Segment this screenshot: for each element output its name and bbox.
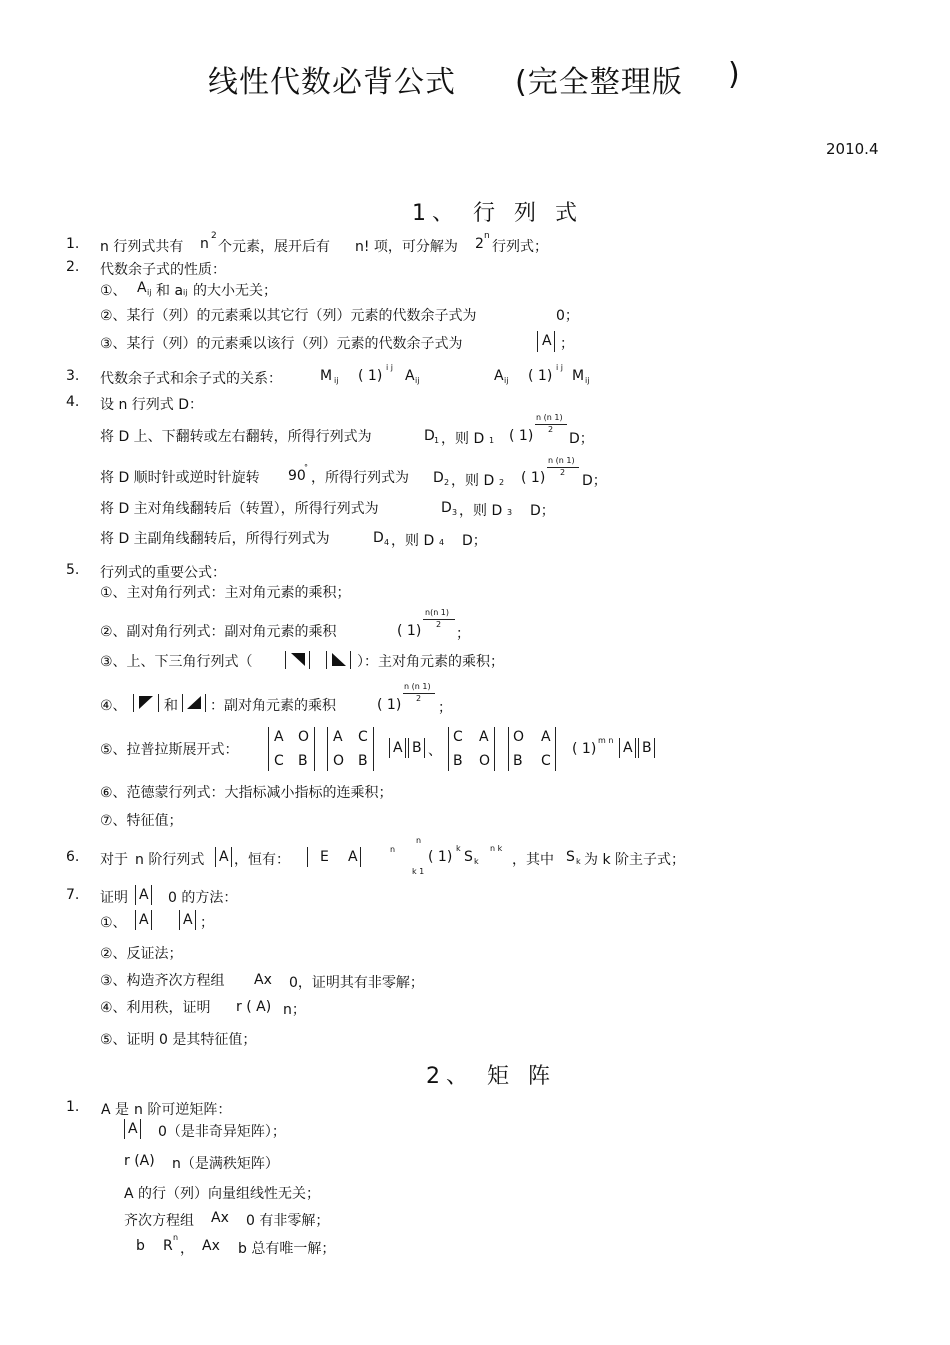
doc-title-paren-close: ): [728, 57, 741, 92]
text: 对于: [100, 852, 128, 868]
det-bar: [654, 738, 655, 758]
item-number: 2.: [66, 259, 80, 275]
det-bar: [135, 885, 136, 905]
text: 行列式；: [492, 239, 548, 255]
text: ，: [180, 1241, 194, 1257]
text: 齐次方程组: [124, 1213, 194, 1229]
text: D；: [569, 431, 594, 447]
text: 将 D 顺时针或逆时针旋转: [100, 470, 260, 486]
exponent-denominator: 2: [416, 694, 422, 703]
text: ⑦、特征值；: [100, 813, 183, 829]
text: ( 1): [509, 428, 534, 444]
det-bar: [619, 738, 620, 758]
det-bar: [179, 910, 180, 930]
text: ，则 D: [441, 431, 485, 447]
matrix-entry: O: [513, 729, 525, 745]
det-bar: [405, 738, 406, 758]
matrix-entry: C: [453, 729, 463, 745]
text: n 阶可逆矩阵：: [134, 1102, 232, 1118]
text: ( 1): [397, 623, 422, 639]
subscript: ij: [415, 376, 420, 385]
text: A: [139, 912, 149, 928]
subscript: 2: [444, 478, 450, 487]
doc-title-paren: (完全整理版: [515, 65, 683, 100]
anti-upper-triangle-icon: [139, 696, 153, 709]
subscript: k: [474, 857, 479, 866]
section-heading-matrix: 2、 矩 阵: [426, 1064, 556, 1089]
item-number: 3.: [66, 368, 80, 384]
det-bar: [326, 651, 327, 669]
section-heading-determinant: 1、 行 列 式: [412, 201, 583, 226]
text: ：副对角元素的乘积: [210, 698, 336, 714]
text: 为 k 阶主子式；: [584, 852, 686, 868]
text: ）：主对角元素的乘积；: [357, 654, 504, 670]
det-bar: [448, 727, 449, 771]
matrix-entry: O: [479, 753, 491, 769]
text: 将 D 主副角线翻转后，所得行列式为: [100, 531, 330, 547]
anti-lower-triangle-icon: [187, 696, 201, 709]
item-number: 1.: [66, 236, 80, 252]
subscript: ij: [183, 288, 188, 297]
subscript: 3: [452, 508, 458, 517]
det-bar: [373, 727, 374, 771]
text: R: [163, 1238, 173, 1254]
text: ( 1): [377, 697, 402, 713]
text: D；: [582, 473, 607, 489]
text: A: [128, 1121, 138, 1137]
det-bar: [508, 727, 509, 771]
det-bar: [195, 910, 196, 930]
lower-triangle-icon: [332, 653, 346, 666]
matrix-entry: B: [358, 753, 368, 769]
degree-mark: °: [304, 463, 308, 472]
superscript: i j: [556, 363, 563, 372]
matrix-entry: B: [298, 753, 308, 769]
text: M: [572, 368, 585, 384]
sum-upper: n: [416, 836, 422, 845]
matrix-entry: C: [358, 729, 368, 745]
text: ，其中: [512, 852, 554, 868]
superscript: 2: [211, 231, 217, 241]
text: ；: [456, 626, 470, 642]
text: E: [320, 849, 329, 865]
text: A: [542, 333, 552, 349]
text: ，恒有：: [234, 852, 290, 868]
det-bar: [151, 885, 152, 905]
exponent-numerator: n (n 1): [404, 682, 431, 691]
det-bar: [314, 727, 315, 771]
text: ⑤、拉普拉斯展开式：: [100, 742, 239, 758]
det-bar: [231, 847, 232, 867]
text: ④、: [100, 698, 127, 714]
matrix-entry: C: [274, 753, 284, 769]
text: ①、主对角行列式：主对角元素的乘积；: [100, 585, 351, 601]
text: r ( A): [236, 999, 272, 1015]
text: A 的行（列）向量组线性无关；: [124, 1186, 321, 1202]
text: ( 1): [428, 849, 453, 865]
superscript: m n: [598, 736, 614, 745]
item-number: 4.: [66, 394, 80, 410]
matrix-entry: A: [274, 729, 284, 745]
text: 代数余子式的性质：: [100, 262, 226, 278]
text: M: [320, 368, 333, 384]
det-bar: [215, 847, 216, 867]
det-bar: [133, 694, 134, 712]
exponent-numerator: n (n 1): [536, 413, 563, 422]
text: n! 项，可分解为: [355, 239, 458, 255]
text: 0；: [556, 308, 579, 324]
matrix-entry: C: [541, 753, 551, 769]
det-bar: [360, 847, 361, 867]
text: A: [348, 849, 358, 865]
superscript: n: [390, 845, 396, 854]
exponent-denominator: 2: [548, 425, 554, 434]
text: 和: [164, 698, 178, 714]
text: ③、某行（列）的元素乘以该行（列）元素的代数余子式为: [100, 336, 463, 352]
det-bar: [124, 1119, 125, 1139]
text: 和 a: [156, 283, 184, 299]
det-bar: [182, 694, 183, 712]
matrix-entry: B: [513, 753, 523, 769]
exponent-numerator: n(n 1): [425, 608, 450, 617]
matrix-entry: B: [453, 753, 463, 769]
text: 、: [428, 743, 442, 759]
matrix-entry: A: [333, 729, 343, 745]
text: b 总有唯一解；: [238, 1241, 336, 1257]
subscript: k: [576, 857, 581, 866]
text: D: [373, 530, 384, 546]
text: ；: [200, 915, 214, 931]
text: ( 1): [521, 470, 546, 486]
subscript: ij: [585, 376, 590, 385]
text: 个元素，展开后有: [218, 239, 330, 255]
upper-triangle-icon: [291, 653, 305, 666]
superscript: n: [484, 231, 490, 241]
det-bar: [268, 727, 269, 771]
doc-date: 2010.4: [826, 140, 879, 158]
det-bar: [494, 727, 495, 771]
matrix-entry: A: [479, 729, 489, 745]
subscript: 4: [384, 538, 390, 547]
text: ⑤、证明 0 是其特征值；: [100, 1032, 257, 1048]
text: A: [183, 912, 193, 928]
text: ，则 D: [459, 503, 503, 519]
item-number: 7.: [66, 887, 80, 903]
text: 证明: [100, 890, 128, 906]
text: S: [464, 849, 473, 865]
det-bar: [135, 910, 136, 930]
subscript: 2: [499, 478, 505, 487]
superscript: n: [173, 1233, 179, 1242]
det-bar: [151, 910, 152, 930]
text: ①、: [100, 283, 127, 299]
text: 2: [475, 236, 484, 252]
text: ②、某行（列）的元素乘以其它行（列）元素的代数余子式为: [100, 308, 477, 324]
text: A: [139, 887, 149, 903]
text: n 阶行列式: [135, 852, 205, 868]
text: A: [393, 740, 403, 756]
text: B: [412, 740, 422, 756]
text: Ax: [211, 1210, 229, 1226]
subscript: ij: [334, 376, 339, 385]
text: D: [441, 500, 452, 516]
text: r (A): [124, 1153, 155, 1169]
text: ；: [438, 700, 452, 716]
text: 的大小无关；: [193, 283, 277, 299]
matrix-entry: A: [541, 729, 551, 745]
det-bar: [350, 651, 351, 669]
item-number: 1.: [66, 1099, 80, 1115]
subscript: ij: [147, 288, 152, 297]
text: A: [405, 368, 415, 384]
det-bar: [635, 738, 636, 758]
det-bar: [408, 738, 409, 758]
text: 行列式的重要公式：: [100, 565, 226, 581]
exponent-denominator: 2: [436, 620, 442, 629]
subscript: 3: [507, 508, 513, 517]
superscript: k: [456, 844, 461, 853]
text: 0 的方法：: [168, 890, 238, 906]
text: ( 1): [528, 368, 553, 384]
text: D；: [462, 533, 487, 549]
text: ①、: [100, 915, 127, 931]
matrix-entry: O: [298, 729, 310, 745]
det-bar: [554, 331, 555, 352]
text: 代数余子式和余子式的关系：: [100, 371, 282, 387]
text: ③、上、下三角行列式（: [100, 654, 253, 670]
text: ( 1): [572, 741, 597, 757]
text: n 行列式共有: [100, 239, 184, 255]
det-bar: [205, 694, 206, 712]
text: ②、副对角行列式：副对角元素的乘积: [100, 624, 337, 640]
text: 0 有非零解；: [246, 1213, 330, 1229]
exponent-denominator: 2: [560, 468, 566, 477]
text: ②、反证法；: [100, 946, 183, 962]
text: n（是满秩矩阵）: [172, 1156, 279, 1172]
text: A 是: [101, 1102, 130, 1118]
text: A: [137, 280, 147, 296]
text: n；: [283, 1002, 306, 1018]
det-bar: [309, 651, 310, 669]
item-number: 6.: [66, 849, 80, 865]
text: A: [494, 368, 504, 384]
subscript: 1: [489, 436, 495, 445]
text: ；: [560, 336, 574, 352]
det-bar: [424, 738, 425, 758]
text: ，则 D: [391, 533, 435, 549]
exponent-numerator: n (n 1): [548, 456, 575, 465]
text: ，则 D: [451, 473, 495, 489]
det-bar: [389, 738, 390, 758]
det-bar: [638, 738, 639, 758]
text: A: [219, 849, 229, 865]
doc-title: 线性代数必背公式: [208, 65, 456, 100]
text: ，所得行列式为: [311, 470, 409, 486]
text: b: [136, 1238, 145, 1254]
text: 0，证明其有非零解；: [289, 975, 424, 991]
text: 将 D 上、下翻转或左右翻转，所得行列式为: [100, 429, 372, 445]
text: 将 D 主对角线翻转后（转置），所得行列式为: [100, 501, 379, 517]
det-bar: [158, 694, 159, 712]
det-bar: [140, 1119, 141, 1139]
text: D: [433, 470, 444, 486]
text: ③、构造齐次方程组: [100, 973, 225, 989]
det-bar: [307, 847, 308, 867]
text: ⑥、范德蒙行列式：大指标减小指标的连乘积；: [100, 785, 393, 801]
text: 设 n 行列式 D：: [100, 397, 204, 413]
text: ( 1): [358, 368, 383, 384]
text: n: [200, 236, 209, 252]
subscript: 4: [439, 538, 445, 547]
text: A: [623, 740, 633, 756]
text: ④、利用秩，证明: [100, 1000, 211, 1016]
det-bar: [327, 727, 328, 771]
det-bar: [555, 727, 556, 771]
det-bar: [537, 331, 538, 352]
text: S: [566, 849, 575, 865]
text: D；: [530, 503, 555, 519]
superscript: i j: [386, 363, 393, 372]
superscript: n k: [490, 844, 503, 853]
subscript: 1: [434, 436, 440, 445]
text: Ax: [202, 1238, 220, 1254]
text: B: [642, 740, 652, 756]
det-bar: [285, 651, 286, 669]
item-number: 5.: [66, 562, 80, 578]
matrix-entry: O: [333, 753, 345, 769]
text: 0（是非奇异矩阵）；: [158, 1124, 286, 1140]
text: 90: [288, 468, 306, 484]
text: D: [424, 428, 435, 444]
sum-lower: k 1: [412, 867, 425, 876]
text: Ax: [254, 972, 272, 988]
subscript: ij: [504, 376, 509, 385]
